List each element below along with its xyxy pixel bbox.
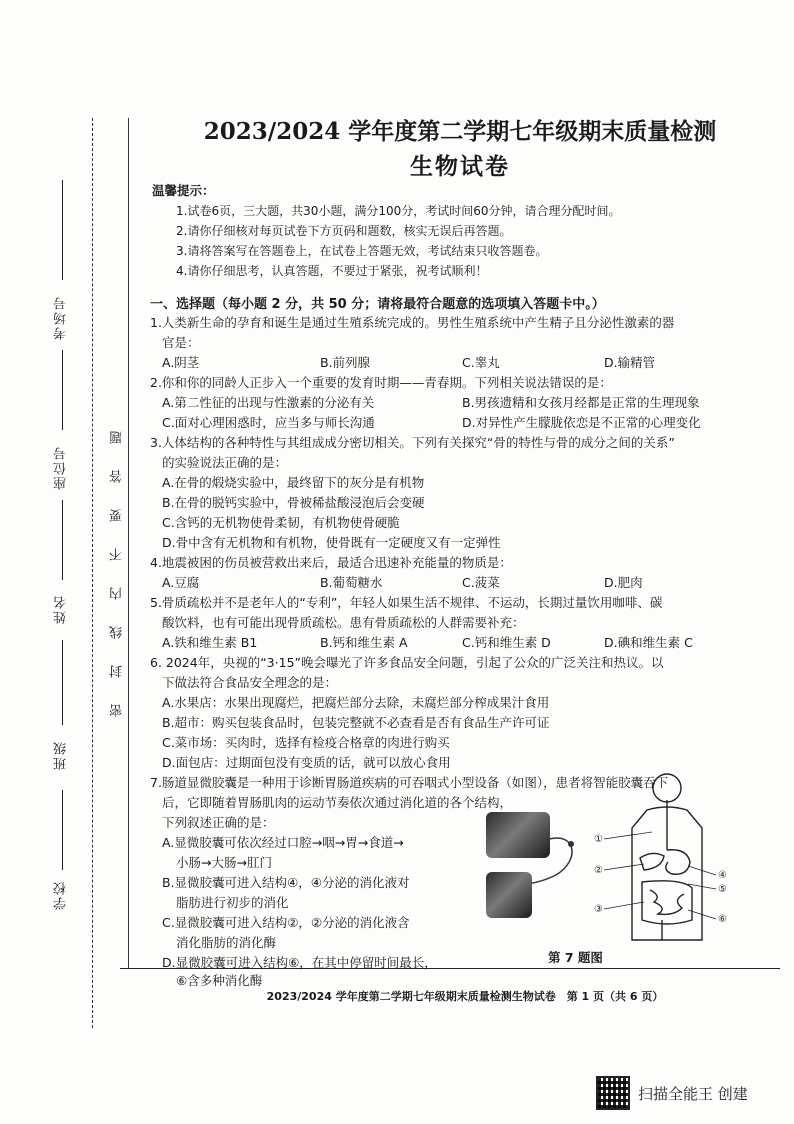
tip-item: 1.试卷6页，三大题，共30小题，满分100分，考试时间60分钟，请合理分配时间。 xyxy=(176,204,621,218)
diagram-label-3: ③ xyxy=(594,904,603,915)
question-3-text: 的实验说法正确的是： xyxy=(162,455,288,470)
field-school: 学校 xyxy=(54,880,69,910)
q1-option-d: D.输精管 xyxy=(604,355,656,370)
q7-option-c: C.显微胶囊可进入结构②，②分泌的消化液含 xyxy=(162,915,410,930)
q2-option-a: A.第二性征的出现与性激素的分泌有关 xyxy=(162,395,375,410)
q3-option-b: B.在骨的脱钙实验中，骨被稀盐酸浸泡后会变硬 xyxy=(162,495,425,510)
question-4-text: 4.地震被困的伤员被营救出来后，最适合迅速补充能量的物质是： xyxy=(150,555,512,570)
q5-option-b: B.钙和维生素 A xyxy=(320,635,408,650)
q7-option-b: B.显微胶囊可进入结构④，④分泌的消化液对 xyxy=(162,875,410,890)
scanner-watermark xyxy=(596,1076,748,1110)
question-1-text: 官是： xyxy=(162,335,200,350)
diagram-label-6: ⑥ xyxy=(718,914,727,925)
q4-option-b: B.葡萄糖水 xyxy=(320,575,383,590)
section-heading: 一、选择题（每小题 2 分，共 50 分；请将最符合题意的选项填入答题卡中。） xyxy=(150,297,605,312)
field-seat: 座位号 xyxy=(54,445,69,490)
question-2-text: 2.你和你的同龄人正步入一个重要的发育时期——青春期。下列相关说法错误的是： xyxy=(150,375,612,390)
field-name-line xyxy=(62,500,63,580)
q7-option-a-cont: 小肠→大肠→肛门 xyxy=(176,855,272,870)
diagram-label-5: ⑤ xyxy=(718,884,727,895)
field-class-line xyxy=(62,640,63,725)
exam-subtitle: 生物试卷 xyxy=(410,153,510,180)
diagram-label-2: ② xyxy=(594,865,603,876)
tips-heading: 温馨提示： xyxy=(152,183,215,198)
tip-item: 3.请将答案写在答题卷上，在试卷上答题无效，考试结束只收答题卷。 xyxy=(176,244,548,258)
exam-title: 2023/2024 学年度第二学期七年级期末质量检测 xyxy=(203,118,717,145)
question-7-text: 7.肠道显微胶囊是一种用于诊断胃肠道疾病的可吞咽式小型设备（如图），患者将智能胶囊吞下 xyxy=(150,775,669,790)
q2-option-c: C.面对心理困惑时，应当多与师长沟通 xyxy=(162,415,375,430)
q7-option-c-cont: 消化脂肪的消化酶 xyxy=(176,935,277,950)
q4-option-d: D.肥肉 xyxy=(604,575,643,590)
question-5-text: 酸饮料，也有可能出现骨质疏松。患有骨质疏松的人群需要补充： xyxy=(162,615,525,630)
q5-option-c: C.钙和维生素 D xyxy=(462,635,551,650)
dashed-binding-line xyxy=(92,118,93,1028)
tip-item: 4.请你仔细思考，认真答题，不要过于紧张，祝考试顺利！ xyxy=(176,264,488,278)
q7-option-d-cont: ⑥含多种消化酶 xyxy=(176,973,263,988)
page-footer: 2023/2024 学年度第二学期七年级期末质量检测生物试卷 第 1 页（共 6 页） xyxy=(266,990,664,1003)
question-3-text: 3.人体结构的各种特性与其组成成分密切相关。下列有关探究“骨的特性与骨的成分之间的关系” xyxy=(150,435,675,450)
question-1-text: 1.人类新生命的孕育和诞生是通过生殖系统完成的。男性生殖系统中产生精子且分泌性激素的器 xyxy=(150,315,675,330)
question-7-text: 后，它即随着胃肠肌肉的运动节奏依次通过消化道的各个结构， xyxy=(162,795,513,810)
q4-option-c: C.菠菜 xyxy=(462,575,500,590)
q1-option-a: A.阴茎 xyxy=(162,355,200,370)
field-seat-line xyxy=(62,350,63,430)
watermark-text: 扫描全能王 创建 xyxy=(638,1084,748,1103)
q2-option-d: D.对异性产生朦胧依恋是不正常的心理变化 xyxy=(462,415,701,430)
q6-option-c: C.菜市场：买肉时，选择有检疫合格章的肉进行购买 xyxy=(162,735,450,750)
field-exam-room: 考场号 xyxy=(54,295,69,340)
figure-caption: 第 7 题图 xyxy=(548,950,603,965)
q5-option-a: A.铁和维生素 B1 xyxy=(162,635,258,650)
tip-item: 2.请你仔细核对每页试卷下方页码和题数，核实无误后再答题。 xyxy=(176,224,512,238)
field-school-line xyxy=(62,790,63,870)
field-name: 姓名 xyxy=(54,594,69,624)
q2-option-b: B.男孩遗精和女孩月经都是正常的生理现象 xyxy=(462,395,700,410)
q3-option-d: D.骨中含有无机物和有机物，使骨既有一定硬度又有一定弹性 xyxy=(162,535,501,550)
capsule-photo-bottom xyxy=(486,872,532,918)
q3-option-a: A.在骨的煅烧实验中，最终留下的灰分是有机物 xyxy=(162,475,425,490)
diagram-label-1: ① xyxy=(594,834,603,845)
question-5-text: 5.骨质疏松并不是老年人的“专利”，年轻人如果生活不规律、不运动，长期过量饮用咖啡、碳 xyxy=(150,595,663,610)
q6-option-a: A.水果店：水果出现腐烂，把腐烂部分去除，未腐烂部分榨成果汁食用 xyxy=(162,695,550,710)
q3-option-c: C.含钙的无机物使骨柔韧，有机物使骨硬脆 xyxy=(162,515,400,530)
footer-rule xyxy=(120,968,780,969)
q6-option-b: B.超市：购买包装食品时，包装完整就不必查看是否有食品生产许可证 xyxy=(162,715,550,730)
q4-option-a: A.豆腐 xyxy=(162,575,200,590)
q1-option-b: B.前列腺 xyxy=(320,355,371,370)
seal-line xyxy=(128,118,129,968)
q6-option-d: D.面包店：过期面包没有变质的话，就可以放心食用 xyxy=(162,755,451,770)
question-6-text: 6. 2024年，央视的“3·15”晚会曝光了许多食品安全问题，引起了公众的广泛关注和热议。以 xyxy=(150,655,664,670)
q5-option-d: D.碘和维生素 C xyxy=(604,635,693,650)
question-7-text: 下列叙述正确的是： xyxy=(162,815,275,830)
question-6-text: 下做法符合食品安全理念的是： xyxy=(162,675,338,690)
diagram-label-4: ④ xyxy=(718,870,727,881)
field-exam-room-line xyxy=(62,180,63,280)
q7-option-b-cont: 脂肪进行初步的消化 xyxy=(176,895,289,910)
digestive-system-diagram xyxy=(592,770,732,950)
qr-code-icon xyxy=(596,1076,630,1110)
seal-notice: 密封线内不要答题 xyxy=(110,405,125,717)
q1-option-c: C.睾丸 xyxy=(462,355,500,370)
field-class: 班级 xyxy=(54,740,69,770)
q7-option-a: A.显微胶囊可依次经过口腔→咽→胃→食道→ xyxy=(162,835,404,850)
q7-option-d: D.显微胶囊可进入结构⑥，在其中停留时间最长， xyxy=(162,955,437,970)
